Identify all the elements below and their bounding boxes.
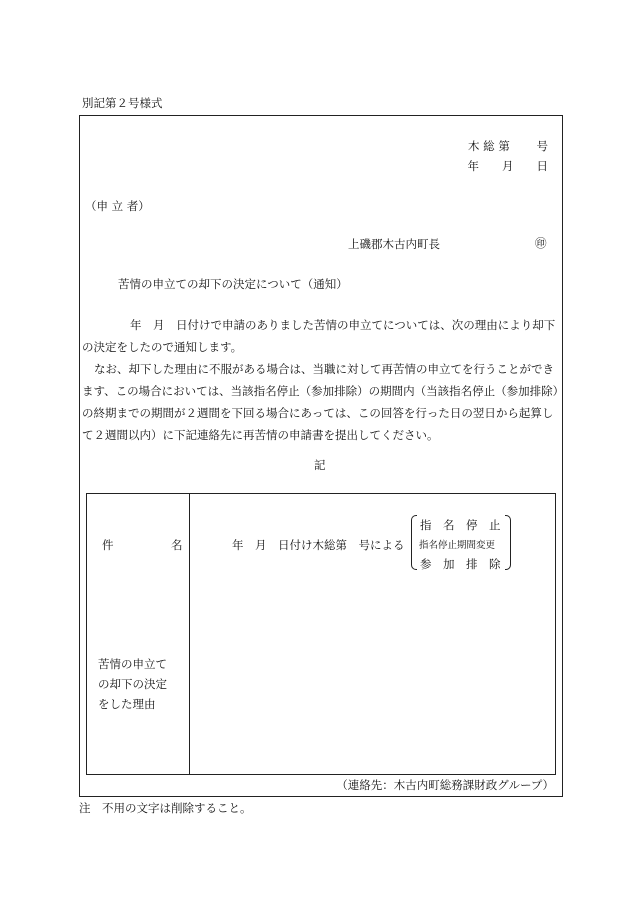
applicant-label: （申 立 者） [85,199,150,213]
seal-mark: ㊞ [535,236,547,250]
table-column-divider [189,494,190,774]
right-bracket [505,515,511,570]
option-participation-exclusion: 参 加 排 除 [420,557,501,571]
reason-label-line-3: をした理由 [98,697,156,711]
form-label: 別記第２号様式 [82,96,163,110]
option-suspension-period-change: 指名停止期間変更 [419,540,496,551]
ki-heading: 記 [314,458,326,472]
reason-label-line-1: 苦情の申立て [98,657,167,671]
details-table [86,493,556,775]
contact-info: （連絡先：木古内町総務課財政グループ） [336,778,554,792]
reason-label-line-2: の却下の決定 [98,677,167,691]
document-number: 木 総 第 号 [468,139,548,153]
issuer-name: 上磯郡木古内町長 [348,237,440,251]
subject-value: 年 月 日付け木総第 号による [232,538,405,552]
option-designation-suspension: 指 名 停 止 [420,518,501,532]
footnote: 注 不用の文字は削除すること。 [79,801,252,815]
document-title: 苦情の申立ての却下の決定について（通知） [118,277,348,291]
body-paragraph-1: 年 月 日付けで申請のありました苦情の申立てについては、次の理由により却下の決定をしたので通知します。 [82,318,556,354]
subject-label: 件 名 [102,538,183,552]
date-line: 年 月 日 [467,159,548,173]
body-paragraph-2: なお、却下した理由に不服がある場合は、当職に対して再苦情の申立てを行うことができます、この場合においては、当該指名停止（参加排除）の期間内（当該指名停止（参加排除）の終期までの期間が２週間を下回る場合にあっては、この回答を行った日の翌日から起算して２週間以内）に下記連絡先に再苦情の申請書を提出してください。 [82,362,559,442]
left-bracket [411,515,417,570]
